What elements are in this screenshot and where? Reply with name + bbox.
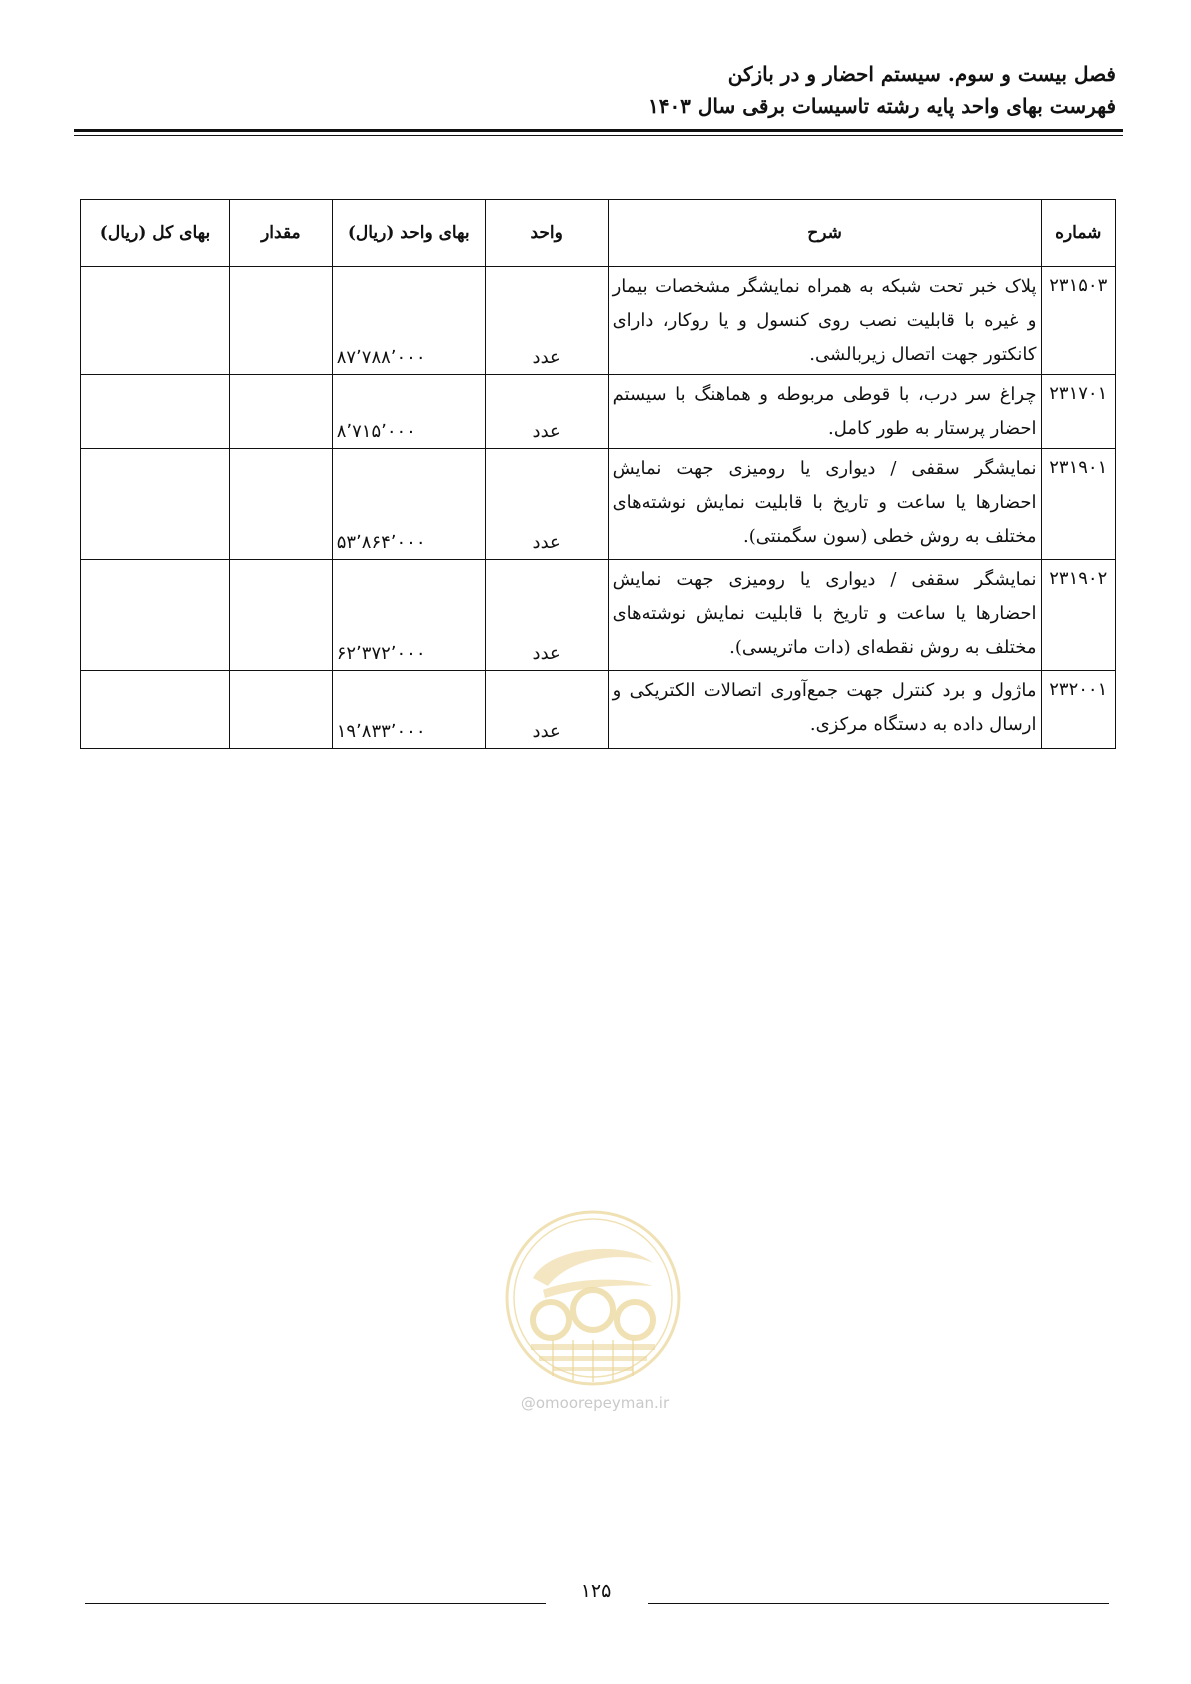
item-unit: عدد <box>485 449 608 560</box>
item-description: نمایشگر سقفی / دیواری یا رومیزی جهت نمایش احضارها یا ساعت و تاریخ با قابلیت نمایش نوشته‌های مختلف به روش خطی (سون سگمنتی). <box>608 449 1041 560</box>
item-quantity <box>230 449 333 560</box>
item-unit: عدد <box>485 560 608 671</box>
item-unit-price: ۱۹٬۸۳۳٬۰۰۰ <box>332 671 485 749</box>
page-number: ۱۲۵ <box>580 1580 612 1602</box>
table-row <box>81 671 1116 749</box>
item-quantity <box>230 671 333 749</box>
item-description: پلاک خبر تحت شبکه به همراه نمایشگر مشخصات بیمار و غیره با قابلیت نصب روی کنسول و یا روکار، دارای کانکتور جهت اتصال زیربالشی. <box>608 267 1041 375</box>
item-number: ۲۳۱۹۰۱ <box>1041 449 1116 560</box>
item-quantity <box>230 560 333 671</box>
item-unit: عدد <box>485 375 608 449</box>
footer-rule-left <box>85 1603 546 1604</box>
column-header-number: شماره <box>1041 200 1116 267</box>
item-description: ماژول و برد کنترل جهت جمع‌آوری اتصالات الکتریکی و ارسال داده به دستگاه مرکزی. <box>608 671 1041 749</box>
column-header-description: شرح <box>608 200 1041 267</box>
item-number: ۲۳۱۵۰۳ <box>1041 267 1116 375</box>
table-row <box>81 449 1116 560</box>
item-unit-price: ۶۲٬۳۷۲٬۰۰۰ <box>332 560 485 671</box>
table-row <box>81 560 1116 671</box>
column-header-unit-price: بهای واحد (ریال) <box>332 200 485 267</box>
item-total-price <box>81 375 230 449</box>
item-total-price <box>81 267 230 375</box>
item-unit: عدد <box>485 267 608 375</box>
item-description: چراغ سر درب، با قوطی مربوطه و هماهنگ با سیستم احضار پرستار به طور کامل. <box>608 375 1041 449</box>
item-quantity <box>230 375 333 449</box>
table-header-row <box>81 200 1116 267</box>
item-unit: عدد <box>485 671 608 749</box>
column-header-total-price: بهای کل (ریال) <box>81 200 230 267</box>
header-rule-thick <box>74 129 1123 132</box>
item-total-price <box>81 671 230 749</box>
item-total-price <box>81 449 230 560</box>
item-unit-price: ۸٬۷۱۵٬۰۰۰ <box>332 375 485 449</box>
item-description: نمایشگر سقفی / دیواری یا رومیزی جهت نمایش احضارها یا ساعت و تاریخ با قابلیت نمایش نوشته‌های مختلف به روش نقطه‌ای (دات ماتریسی). <box>608 560 1041 671</box>
item-number: ۲۳۱۷۰۱ <box>1041 375 1116 449</box>
watermark-url: @omoorepeyman.ir <box>520 1394 670 1412</box>
item-total-price <box>81 560 230 671</box>
omoorepeyman-seal-icon <box>503 1208 683 1388</box>
table-row <box>81 375 1116 449</box>
table-row <box>81 267 1116 375</box>
item-unit-price: ۸۷٬۷۸۸٬۰۰۰ <box>332 267 485 375</box>
header-rule-thin <box>74 135 1123 136</box>
item-number: ۲۳۲۰۰۱ <box>1041 671 1116 749</box>
chapter-title: فصل بیست و سوم. سیستم احضار و در بازکن <box>727 62 1116 86</box>
column-header-quantity: مقدار <box>230 200 333 267</box>
price-list-table <box>80 199 1116 749</box>
item-quantity <box>230 267 333 375</box>
column-header-unit: واحد <box>485 200 608 267</box>
item-unit-price: ۵۳٬۸۶۴٬۰۰۰ <box>332 449 485 560</box>
item-number: ۲۳۱۹۰۲ <box>1041 560 1116 671</box>
document-subtitle: فهرست بهای واحد پایه رشته تاسیسات برقی سال ۱۴۰۳ <box>647 94 1116 118</box>
page-header <box>66 58 1116 122</box>
footer-rule-right <box>648 1603 1109 1604</box>
